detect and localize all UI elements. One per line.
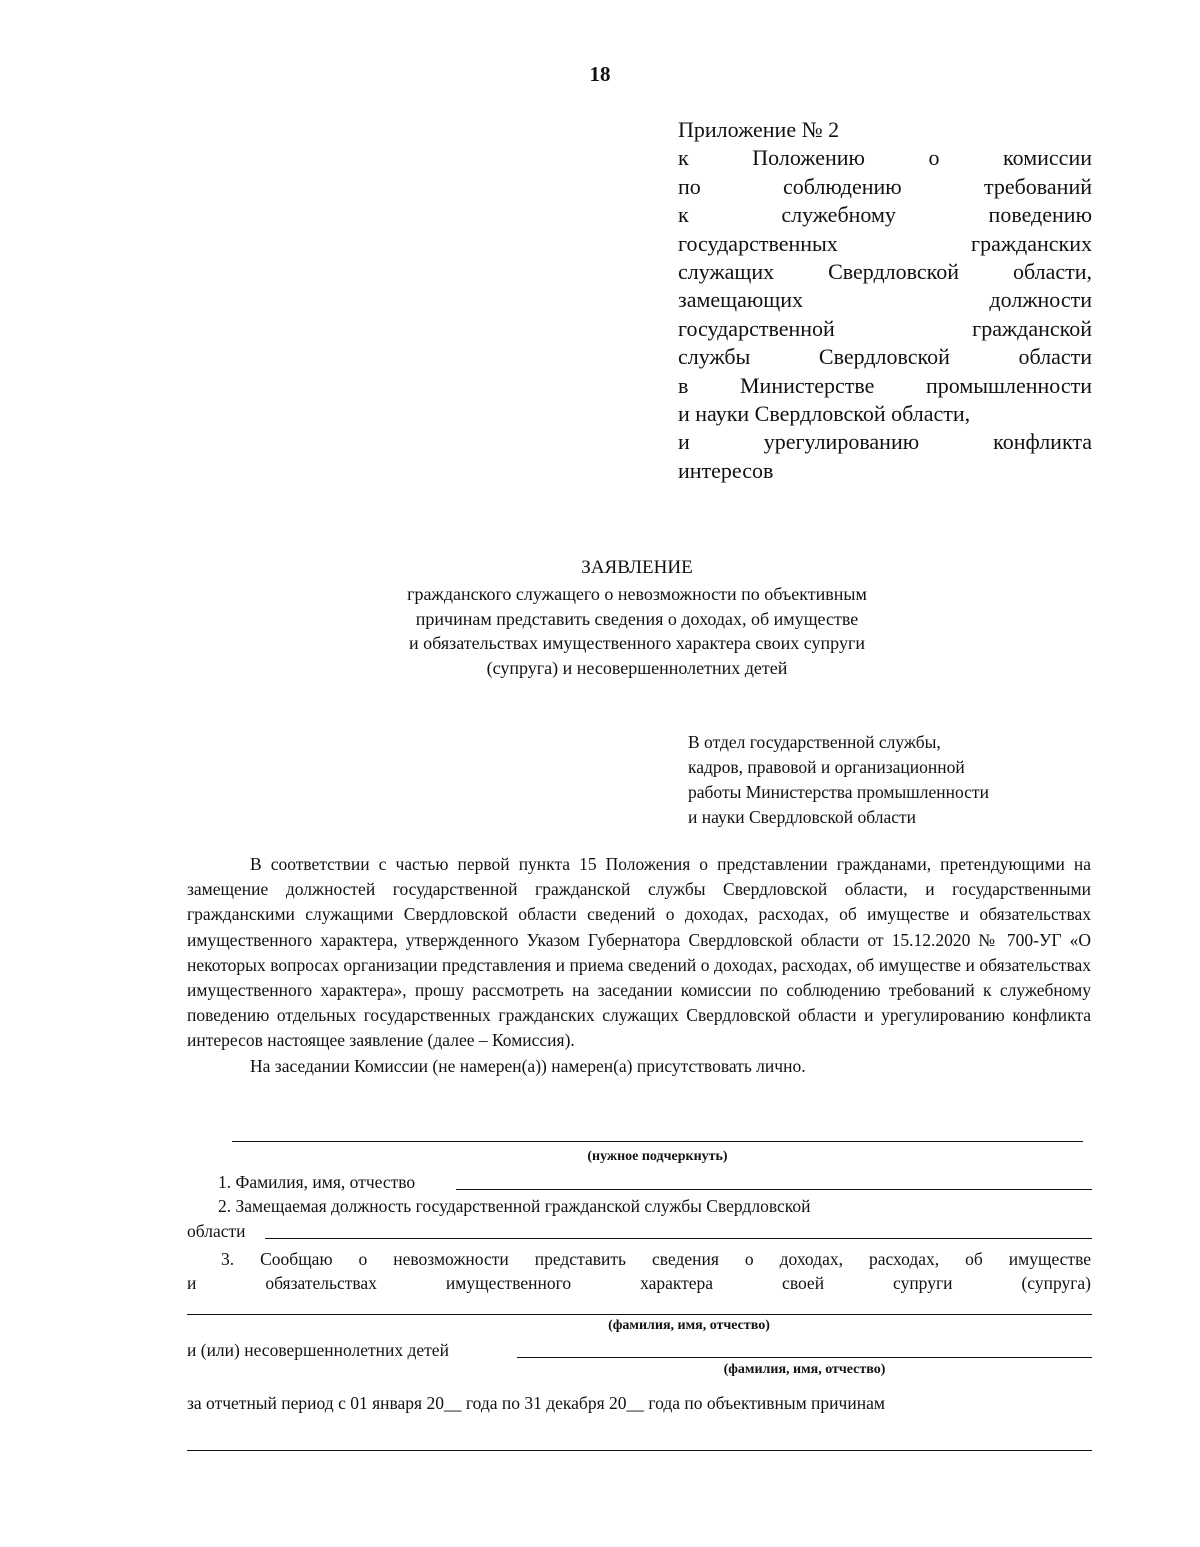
subtitle-line: и обязательствах имущественного характера своих супруги: [409, 633, 865, 654]
item3-line: 3. Сообщаю о невозможности представить сведения о доходах, расходах, об имуществе: [221, 1249, 1091, 1269]
page-number: 18: [589, 62, 611, 86]
document-title: ЗАЯВЛЕНИЕ: [581, 557, 693, 578]
item2-label: 2. Замещаемая должность государственной гражданской службы Свердловской: [218, 1196, 811, 1216]
appendix-line: государственной гражданской: [678, 315, 1092, 341]
appendix-line: и науки Свердловской области,: [678, 401, 971, 427]
reasons-fill-line[interactable]: [187, 1450, 1092, 1451]
body-paragraph-attendance: На заседании Комиссии (не намерен(а)) намерен(а) присутствовать лично.: [250, 1055, 806, 1076]
recipient-block: [688, 730, 1108, 830]
appendix-line: служащих Свердловской области,: [678, 259, 1092, 285]
item3-line: и обязательствах имущественного характера своей супруги (супруга): [187, 1273, 1091, 1293]
appendix-line: интересов: [678, 457, 774, 483]
reporting-period-line: за отчетный период с 01 января 20__ года по 31 декабря 20__ года по объективным причинам: [187, 1393, 885, 1413]
body-text: [187, 852, 1091, 1079]
appendix-line: к служебному поведению: [678, 202, 1092, 228]
recipient-line: В отдел государственной службы,: [688, 732, 941, 752]
appendix-title: Приложение № 2: [678, 117, 840, 142]
recipient-line: кадров, правовой и организационной: [688, 757, 965, 777]
item1-label: 1. Фамилия, имя, отчество: [218, 1172, 416, 1192]
underline-note: (нужное подчеркнуть): [587, 1149, 728, 1164]
spouse-fill-line[interactable]: [187, 1314, 1092, 1315]
children-fill-line[interactable]: [517, 1357, 1092, 1358]
appendix-line: и урегулированию конфликта: [678, 429, 1092, 455]
spouse-fio-note: (фамилия, имя, отчество): [608, 1318, 770, 1333]
recipient-line: и науки Свердловской области: [688, 807, 917, 827]
item3-block: [187, 1247, 1091, 1295]
subtitle-line: причинам представить сведения о доходах, об имуществе: [415, 608, 859, 629]
appendix-line: замещающих должности: [678, 287, 1092, 313]
attendance-underline: [232, 1141, 1083, 1142]
appendix-line: в Министерстве промышленности: [678, 372, 1092, 398]
children-fio-note: (фамилия, имя, отчество): [723, 1362, 886, 1377]
item2-label-cont: области: [187, 1221, 246, 1241]
item1-fill-line[interactable]: [456, 1189, 1092, 1190]
appendix-line: государственных гражданских: [678, 230, 1092, 256]
item2-fill-line[interactable]: [265, 1238, 1092, 1239]
appendix-line: по соблюдению требований: [678, 173, 1092, 199]
recipient-line: работы Министерства промышленности: [688, 782, 989, 802]
children-label: и (или) несовершеннолетних детей: [187, 1340, 449, 1360]
appendix-header: [678, 116, 1092, 485]
body-paragraph-request: В соответствии с частью первой пункта 15 Положения о представлении гражданами, претендующими на замещение должностей государственной гражданской службы Свердловской области, и государственными гражданскими служащими Свердловской области сведений о доходах, расходах, об имуществе и обязательствах имущественного характера, утвержденного Указом Губернатора Свердловской области от 15.12.2020 № 700-УГ «О некоторых вопросах организации представления и приема сведений о доходах, расходах, об имуществе и обязательствах имущественного характера», прошу рассмотреть на заседании комиссии по соблюдению требований к служебному поведению отдельных государственных гражданских служащих Свердловской области и урегулированию конфликта интересов настоящее заявление (далее – Комиссия).: [187, 854, 1091, 1051]
subtitle-line: гражданского служащего о невозможности по объективным: [407, 584, 867, 604]
subtitle-line: (супруга) и несовершеннолетних детей: [486, 657, 788, 678]
appendix-line: службы Свердловской области: [678, 344, 1092, 370]
document-subtitle: [0, 582, 1200, 680]
appendix-line: к Положению о комиссии: [678, 145, 1092, 171]
